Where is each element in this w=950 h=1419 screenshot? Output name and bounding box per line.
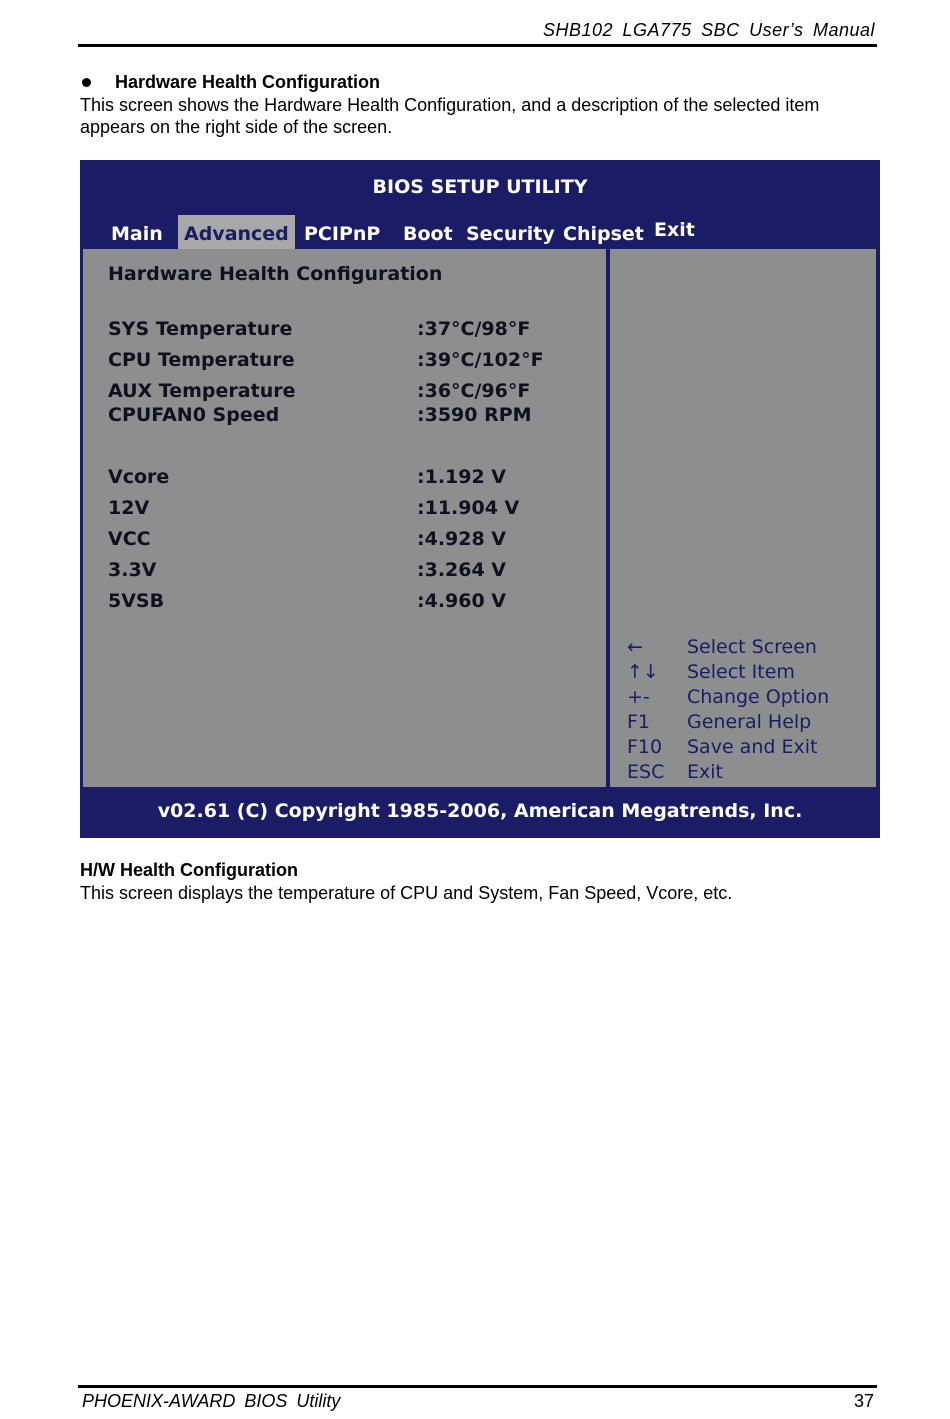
row-value: :1.192 V (417, 466, 507, 488)
help-change-option (627, 686, 830, 708)
help-panel (610, 249, 876, 787)
help-desc: Exit (687, 761, 723, 783)
tab-boot[interactable]: Boot (403, 223, 453, 245)
panel-heading: Hardware Health Configuration (108, 263, 443, 285)
aux-temperature-row[interactable] (108, 380, 531, 402)
tab-security[interactable]: Security (466, 223, 555, 245)
help-select-item (627, 661, 795, 683)
help-desc: Select Screen (687, 636, 817, 658)
row-label: 5VSB (108, 590, 165, 612)
help-key: +- (627, 686, 650, 708)
bios-screenshot (80, 160, 880, 838)
help-desc: Change Option (687, 686, 830, 708)
row-value: :39°C/102°F (417, 349, 544, 371)
settings-panel (83, 249, 608, 787)
row-label: CPUFAN0 Speed (108, 404, 280, 426)
help-key: ESC (627, 761, 665, 783)
hw-heading: H/W Health Configuration (80, 860, 298, 880)
help-desc: Save and Exit (687, 736, 818, 758)
help-exit (627, 761, 723, 783)
header-divider (78, 44, 877, 47)
help-save-exit (627, 736, 818, 758)
footer-divider (78, 1385, 877, 1388)
help-general-help (627, 711, 812, 733)
bios-tab-bar (80, 215, 880, 249)
help-desc: Select Item (687, 661, 795, 683)
section-heading (80, 72, 380, 93)
row-value: :3.264 V (417, 559, 507, 581)
row-label: CPU Temperature (108, 349, 295, 371)
up-down-arrow-icon: ↑↓ (627, 661, 659, 683)
footer-title: PHOENIX-AWARD BIOS Utility (82, 1391, 341, 1411)
row-label: 3.3V (108, 559, 157, 581)
row-value: :11.904 V (417, 497, 520, 519)
help-desc: General Help (687, 711, 812, 733)
help-key: F1 (627, 711, 651, 733)
help-key: F10 (627, 736, 663, 758)
row-label: Vcore (108, 466, 170, 488)
bullet-icon (82, 78, 91, 87)
row-value: :37°C/98°F (417, 318, 531, 340)
row-value: :4.960 V (417, 590, 507, 612)
3v3-row[interactable] (108, 559, 507, 581)
tab-chipset[interactable]: Chipset (563, 223, 644, 245)
row-label: VCC (108, 528, 151, 550)
vcore-row[interactable] (108, 466, 507, 488)
manual-title: SHB102 LGA775 SBC User’s Manual (543, 20, 875, 40)
left-arrow-icon: ← (627, 636, 643, 658)
tab-main[interactable]: Main (111, 223, 163, 245)
sys-temperature-row[interactable] (108, 318, 531, 340)
help-select-screen (627, 636, 817, 658)
row-label: SYS Temperature (108, 318, 293, 340)
row-label: AUX Temperature (108, 380, 296, 402)
vcc-row[interactable] (108, 528, 507, 550)
row-label: 12V (108, 497, 150, 519)
bios-copyright: v02.61 (C) Copyright 1985-2006, American Megatrends, Inc. (157, 800, 803, 822)
12v-row[interactable] (108, 497, 520, 519)
row-value: :36°C/96°F (417, 380, 531, 402)
page-number: 37 (853, 1391, 874, 1411)
section-description: This screen shows the Hardware Health Configuration, and a description of the selected item appears on the right side of the screen. (80, 95, 820, 137)
5vsb-row[interactable] (108, 590, 507, 612)
section-heading-text: Hardware Health Configuration (115, 72, 381, 92)
tab-exit[interactable]: Exit (654, 219, 695, 241)
tab-pcipnp[interactable]: PCIPnP (304, 223, 381, 245)
cpu-temperature-row[interactable] (108, 349, 544, 371)
cpufan0-speed-row[interactable] (108, 404, 532, 426)
hw-description: This screen displays the temperature of CPU and System, Fan Speed, Vcore, etc. (80, 883, 733, 903)
tab-advanced[interactable]: Advanced (178, 215, 295, 249)
row-value: :3590 RPM (417, 404, 532, 426)
row-value: :4.928 V (417, 528, 507, 550)
bios-title: BIOS SETUP UTILITY (372, 176, 588, 198)
